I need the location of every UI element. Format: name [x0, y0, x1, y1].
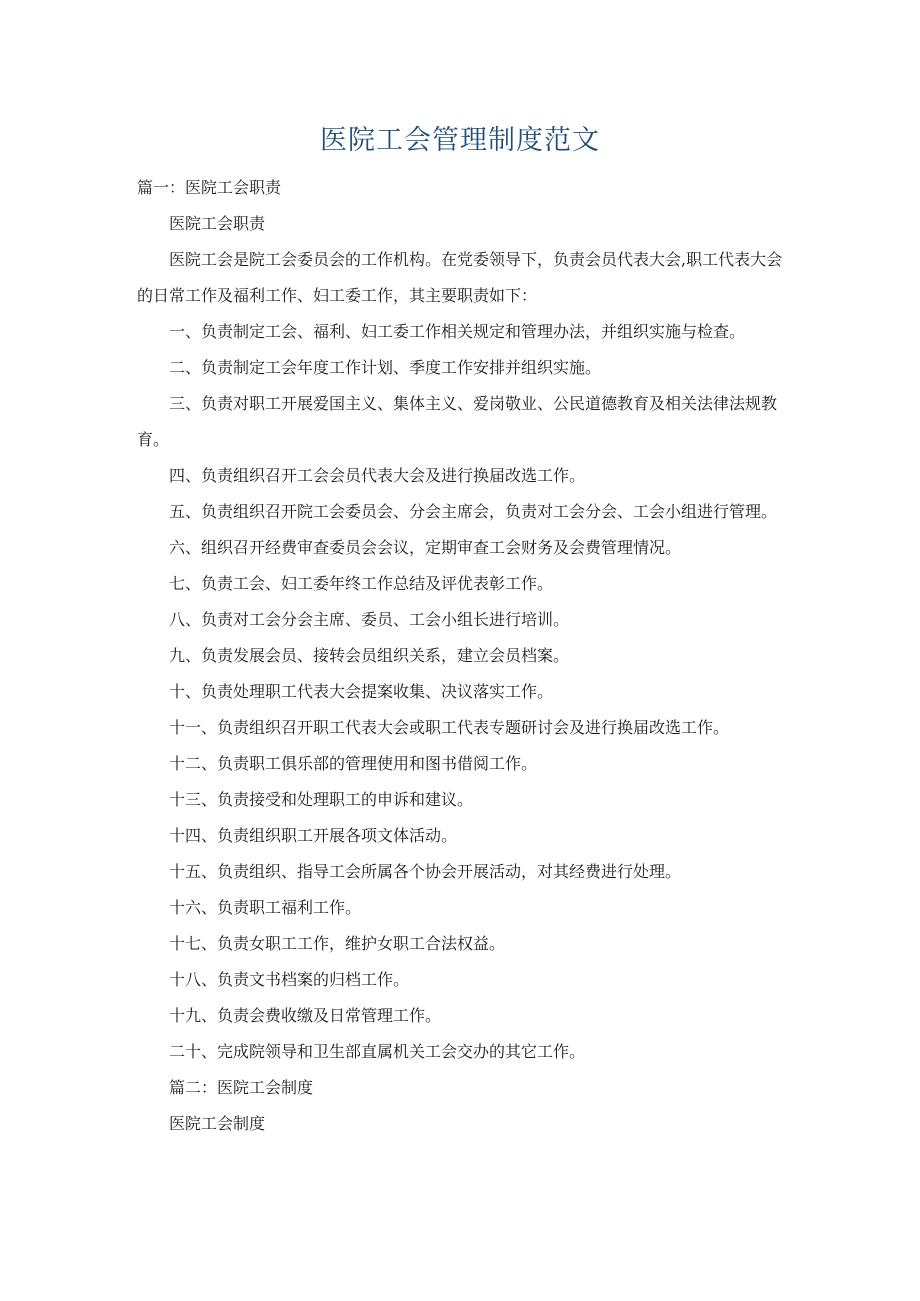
subheading-duties: 医院工会职责 [169, 214, 266, 233]
duty-item: 十一、负责组织召开职工代表大会或职工代表专题研讨会及进行换届改选工作。 [169, 718, 730, 737]
duty-item: 十、负责处理职工代表大会提案收集、决议落实工作。 [169, 682, 554, 701]
subheading-rules: 医院工会制度 [169, 1114, 266, 1133]
duty-item: 十二、负责职工俱乐部的管理使用和图书借阅工作。 [169, 754, 538, 773]
duty-item: 十七、负责女职工工作，维护女职工合法权益。 [169, 934, 506, 953]
document-title: 医院工会管理制度范文 [320, 125, 600, 156]
duty-item: 十八、负责文书档案的归档工作。 [169, 970, 410, 989]
section-heading-1: 篇一：医院工会职责 [137, 178, 282, 197]
duty-item: 三、负责对职工开展爱国主义、集体主义、爱岗敬业、公民道德教育及相关法律法规教育。 [137, 394, 778, 449]
duty-item: 一、负责制定工会、福利、妇工委工作相关规定和管理办法，并组织实施与检查。 [169, 322, 746, 341]
duty-item: 十三、负责接受和处理职工的申诉和建议。 [169, 790, 474, 809]
document-body [137, 170, 787, 1142]
duty-item: 十九、负责会费收缴及日常管理工作。 [169, 1006, 442, 1025]
duty-item: 六、组织召开经费审查委员会会议，定期审查工会财务及会费管理情况。 [169, 538, 682, 557]
duty-item: 二、负责制定工会年度工作计划、季度工作安排并组织实施。 [169, 358, 602, 377]
duty-item: 十四、负责组织职工开展各项文体活动。 [169, 826, 458, 845]
duty-item: 五、负责组织召开院工会委员会、分会主席会，负责对工会分会、工会小组进行管理。 [169, 502, 778, 521]
duty-item: 十六、负责职工福利工作。 [169, 898, 362, 917]
section-heading-2: 篇二：医院工会制度 [169, 1078, 314, 1097]
paragraph-intro: 医院工会是院工会委员会的工作机构。在党委领导下，负责会员代表大会,职工代表大会的日常工作及福利工作、妇工委工作，其主要职责如下： [137, 250, 783, 305]
duty-item: 九、负责发展会员、接转会员组织关系，建立会员档案。 [169, 646, 570, 665]
duty-item: 八、负责对工会分会主席、委员、工会小组长进行培训。 [169, 610, 570, 629]
duty-item: 二十、完成院领导和卫生部直属机关工会交办的其它工作。 [169, 1042, 586, 1061]
duty-item: 十五、负责组织、指导工会所属各个协会开展活动，对其经费进行处理。 [169, 862, 682, 881]
duty-item: 七、负责工会、妇工委年终工作总结及评优表彰工作。 [169, 574, 554, 593]
duty-item: 四、负责组织召开工会会员代表大会及进行换届改选工作。 [169, 466, 586, 485]
